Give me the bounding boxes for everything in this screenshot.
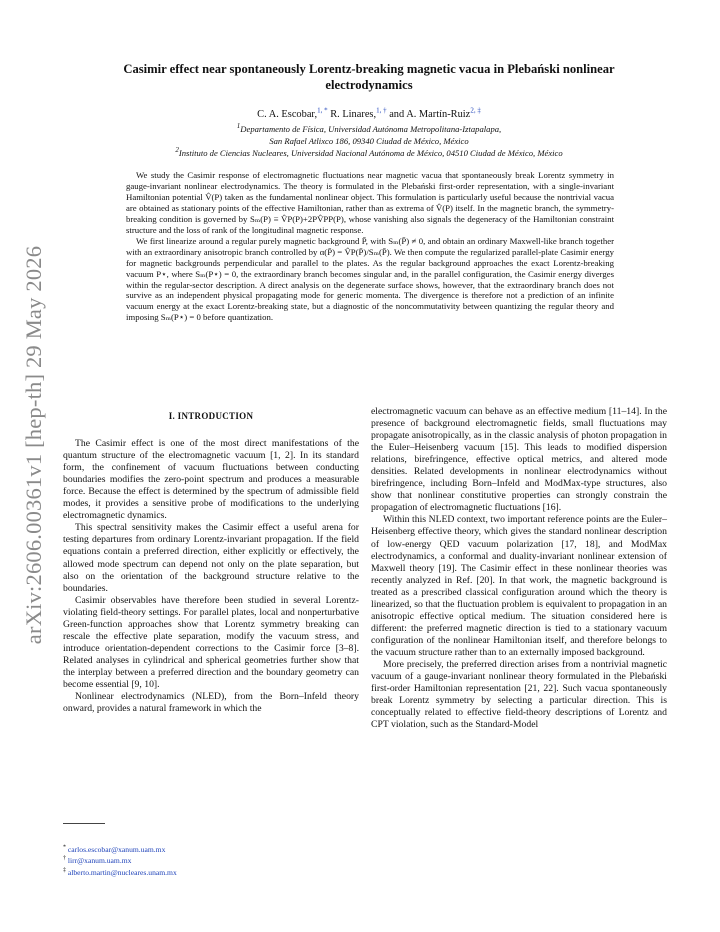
abstract-paragraph: We first linearize around a regular purely magnetic background P̄, with Sₘ(P̄) ≠ 0, and obtain an ordinary Maxwell-like branch together with an extraordinary anisotropic branch controlled by α(P̄) = V̂P(P̄)/Sₘ(P̄). We then compute the regularized parallel-plate Casimir energy for magnetic backgrounds perpendicular and parallel to the plates. As the regular background approaches the exact Lorentz-breaking vacuum P⋆, where Sₘ(P⋆) = 0, the extraordinary branch becomes singular and, in the parallel configuration, the Casimir energy diverges within the regular-sector description. A direct analysis on the degenerate surface shows, however, that the extraordinary branch does not survive as an independent physical propagating mode for generic momenta. The divergence is therefore not a prediction of an infinite vacuum energy at the exact Lorentz-breaking state, but a diagnostic of the noncommutativity between quantizing the regular theory and imposing Sₘ(P⋆) = 0 before quantization.	[126, 235, 614, 323]
affiliation-mark: 1	[236, 122, 241, 131]
email-link[interactable]: alberto.martin@nucleares.unam.mx	[67, 867, 177, 877]
affiliation-mark: 2	[175, 146, 179, 155]
body-paragraph: This spectral sensitivity makes the Casimir effect a useful arena for testing departures from ordinary Lorentz-invariant propagation. If the field equations contain a preferred direction, either explicitly or effectively, the allowed mode spectrum can depend not only on the plate separation, but also on the orientation of the background structure relative to the boundaries.	[63, 522, 359, 594]
section-heading: I. INTRODUCTION	[168, 411, 254, 421]
body-paragraph: Casimir observables have therefore been studied in several Lorentz-violating field-theory settings. For parallel plates, local and nonperturbative Green-function approaches show that Lorentz symmetry breaking can rescale the effective plate separation, modify the vacuum stress, and introduce orientation-dependent corrections to the Casimir force [3–8]. Related analyses in cylindrical and spherical geometries further show that the interplay between a preferred direction and the boundary geometry can become essential [9, 10].	[63, 594, 359, 690]
footnote: ‡ alberto.martin@nucleares.unam.mx	[63, 867, 177, 877]
author-name: C. A. Escobar,	[257, 109, 318, 120]
footnote-divider	[63, 823, 105, 824]
left-column	[63, 406, 359, 715]
author-conjunction: and	[389, 109, 405, 120]
affiliation-2: $^2$Instituto de Ciencias Nucleares, Universidad Nacional Autónoma de México, 04510 Ciudad de México, México	[175, 146, 563, 158]
abstract	[126, 170, 614, 323]
abstract-paragraph: We study the Casimir response of electromagnetic fluctuations near magnetic vacua that spontaneously break Lorentz symmetry in gauge-invariant nonlinear electrodynamics. The theory is formulated in the Plebański first-order representation, with a single-invariant Hamiltonian potential V̂(P) taken as the fundamental nonlinear object. This formulation is particularly useful because the nontrivial vacua are obtained as stationary points of the effective Hamiltonian, rather than as extrema of V̂(P) itself. In the magnetic branch, the symmetry-breaking condition is governed by Sₘ(P) ≡ V̂P(P)+2PV̂PP(P), whose vanishing also signals the degeneracy of the Hamiltonian constraint structure and the loss of rank of the longitudinal magnetic response.	[126, 170, 614, 235]
body-paragraph: Within this NLED context, two important reference points are the Euler–Heisenberg effective theory, which gives the standard nonlinear description of low-energy QED vacuum polarization [17, 18], and ModMax electrodynamics, a conformal and duality-invariant nonlinear extension of Maxwell theory [19]. The Casimir effect in these nonlinear theories was recently analyzed in Ref. [20]. In that work, the magnetic background is treated as a prescribed classical configuration around which the theory is linearized, so that the fluctuation problem is equivalent to propagation in an anisotropic effective optical medium. The situation considered here is different: the preferred magnetic direction is tied to a stationary vacuum configuration of the nonlinear Hamiltonian itself, and therefore belongs to the vacuum structure rather than to an externally imposed background.	[371, 514, 667, 658]
affiliation-1-line-1: $^1$Departamento de Física, Universidad Autónoma Metropolitana-Iztapalapa,	[236, 122, 502, 134]
author-affiliation-mark[interactable]: 2, ‡	[470, 106, 481, 115]
author-affiliation-mark[interactable]: 1, †	[376, 106, 387, 115]
arxiv-sidebar-stamp	[14, 210, 54, 680]
paper-title: Casimir effect near spontaneously Lorentz-breaking magnetic vacua in Plebański nonlinear electrodynamics	[123, 62, 615, 92]
body-paragraph: Nonlinear electrodynamics (NLED), from the Born–Infeld theory onward, provides a natural framework in which the	[63, 691, 359, 715]
footnotes	[63, 844, 177, 878]
right-column	[371, 406, 667, 731]
author-name: R. Linares,	[330, 109, 377, 120]
email-link[interactable]: carlos.escobar@xanum.uam.mx	[67, 845, 166, 854]
author-affiliation-mark[interactable]: 1, *	[317, 106, 328, 115]
body-paragraph: The Casimir effect is one of the most direct manifestations of the quantum structure of the electromagnetic vacuum [1, 2]. In its standard form, the confinement of vacuum fluctuations between conducting boundaries modifies the zero-point spectrum and produces a measurable force. Because the effect is determined by the spectrum of admissible field modes, it provides a sensitive probe of modifications to the underlying electromagnetic dynamics.	[63, 438, 359, 522]
body-paragraph: electromagnetic vacuum can behave as an effective medium [11–14]. In the presence of background electromagnetic fields, small fluctuations may propagate anisotropically, as in the classic analysis of photon propagation in the Euler–Heisenberg vacuum [15]. This leads to modified dispersion relations, birefringence, effective optical metrics, and altered mode densities. Related developments in nonlinear electrodynamics without birefringence, including Born–Infeld and ModMax-type structures, also show that nonlinear constitutive properties can strongly constrain the propagation of electromagnetic fluctuations [16].	[371, 406, 667, 514]
author-list	[80, 108, 658, 121]
author-name: A. Martín-Ruiz	[406, 109, 471, 120]
affiliations	[80, 123, 658, 159]
footnote: † lirr@xanum.uam.mx	[63, 855, 132, 866]
email-link[interactable]: lirr@xanum.uam.mx	[67, 856, 132, 866]
footnote: * carlos.escobar@xanum.uam.mx	[63, 844, 166, 854]
body-paragraph: More precisely, the preferred direction arises from a nontrivial magnetic vacuum of a gauge-invariant nonlinear theory formulated in the Plebański first-order Hamiltonian representation [21, 22]. Such vacua spontaneously break Lorentz symmetry by selecting a particular direction. This is conceptually related to effective field-theory descriptions of Lorentz and CPT violation, such as the Standard-Model	[371, 658, 667, 731]
arxiv-identifier: arXiv:2606.00361v1 [hep-th] 29 May 2026	[21, 245, 46, 645]
affiliation-1-line-2: San Rafael Atlixco 186, 09340 Ciudad de México, México	[269, 136, 469, 146]
